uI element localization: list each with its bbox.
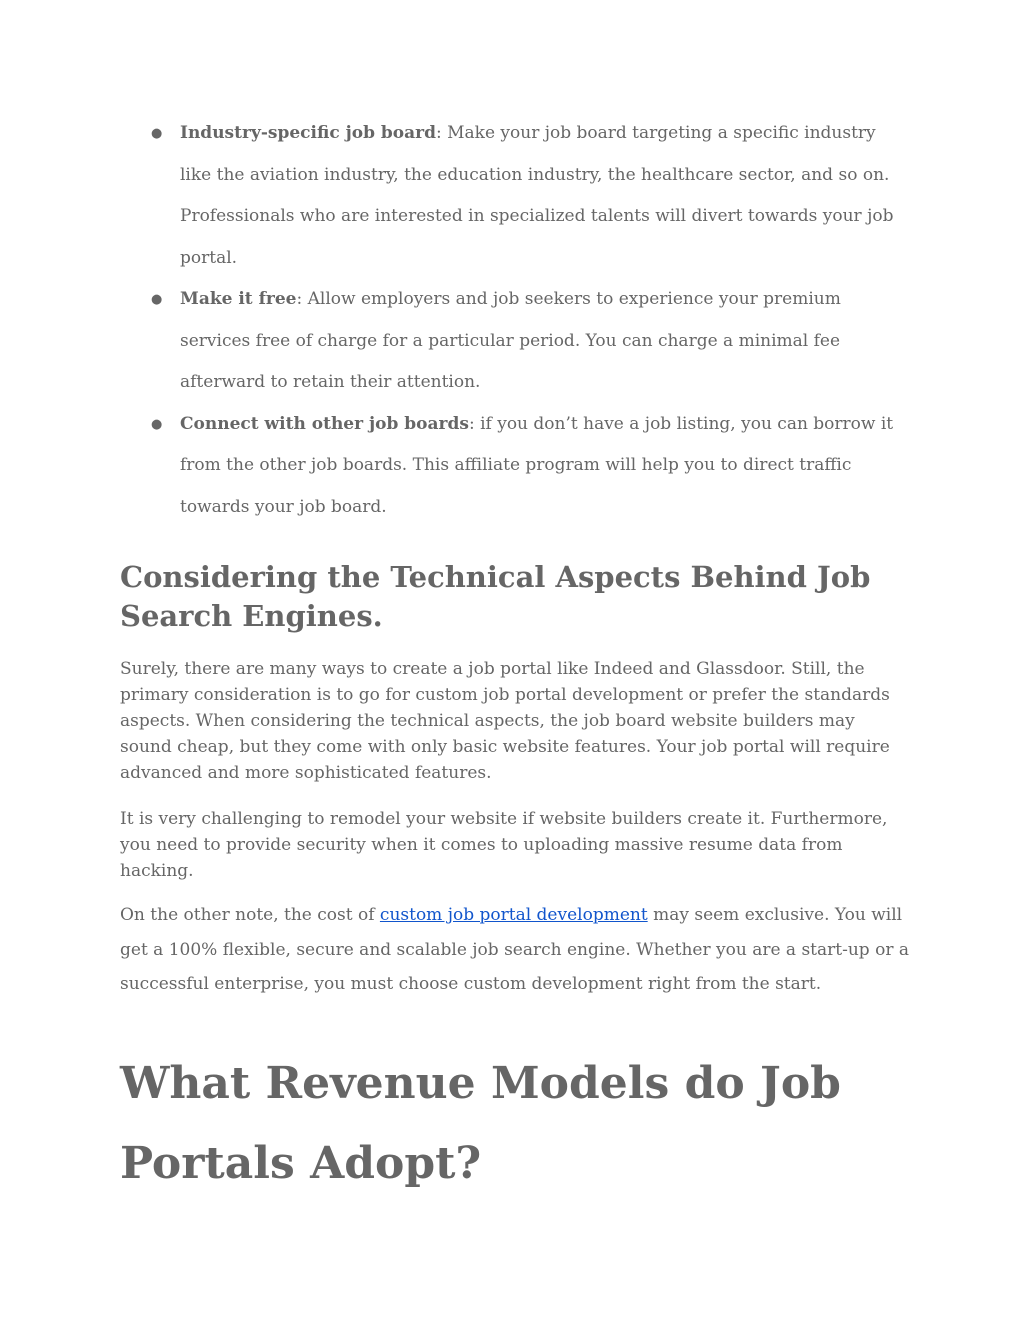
bullet-icon: ● bbox=[151, 416, 163, 432]
paragraph-technical-aspects: Surely, there are many ways to create a job portal like Indeed and Glassdoor. Still, the primary consideration is to go for custom job portal development or prefer the standards aspects. When considering the technical aspects, the job board website builders may sound cheap, but they come with only basic website features. Your job portal will require advanced and more sophisticated features. bbox=[120, 659, 890, 783]
paragraph-text-before-link: On the other note, the cost of bbox=[120, 905, 380, 925]
paragraph-remodel-challenge: It is very challenging to remodel your website if website builders create it. Furthermore, you need to provide security when it comes to uploading massive resume data from hacking. bbox=[120, 809, 888, 881]
paragraph-custom-development bbox=[120, 898, 910, 1002]
bullet-icon: ● bbox=[151, 126, 163, 141]
custom-job-portal-development-link[interactable]: custom job portal development bbox=[379, 905, 648, 925]
list-item-text: : Make your job board targeting a specific industry like the aviation industry, the education industry, the healthcare sector, and so on. Professionals who are interested in specialized talents will divert towards your job portal. bbox=[180, 123, 894, 268]
list-item bbox=[120, 113, 902, 279]
list-item-text: : Allow employers and job seekers to experience your premium services free of charge for a particular period. You can charge a minimal fee afterward to retain their attention. bbox=[180, 289, 841, 392]
main-heading: What Revenue Models do Job Portals Adopt? bbox=[120, 1058, 841, 1189]
strategy-bullet-list bbox=[120, 113, 902, 528]
bullet-icon: ● bbox=[151, 292, 163, 307]
list-item-text: : if you don’t have a job listing, you can borrow it from the other job boards. This affiliate program will help you to direct traffic towards your job board. bbox=[180, 413, 894, 517]
list-item bbox=[120, 404, 902, 529]
list-item-title: Industry-specific job board bbox=[180, 123, 436, 143]
list-item-title: Make it free bbox=[180, 289, 297, 309]
paragraph-text-after-link: may seem exclusive. You will get a 100% flexible, secure and scalable job search engine. Whether you are a start-up or a successful enterprise, you must choose custom development right from the start. bbox=[120, 905, 909, 994]
list-item-title: Connect with other job boards bbox=[180, 413, 469, 434]
section-heading: Considering the Technical Aspects Behind Job Search Engines. bbox=[120, 560, 871, 633]
list-item bbox=[120, 279, 902, 404]
